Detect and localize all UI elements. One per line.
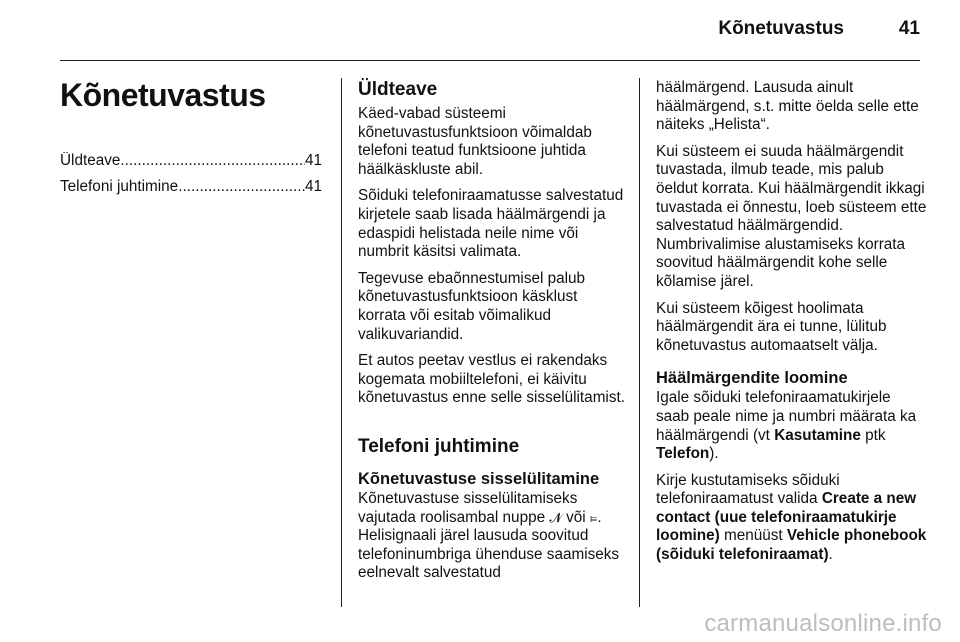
paragraph xyxy=(358,490,626,583)
subheading-create-tags: Häälmärgendite loomine xyxy=(656,369,848,388)
section-heading-overview: Üldteave xyxy=(358,79,438,100)
header-title: Kõnetuvastus xyxy=(718,18,844,39)
text-run: menüüst xyxy=(724,527,783,545)
text-run: . xyxy=(828,546,833,564)
text-run: või xyxy=(566,508,586,526)
paragraph xyxy=(656,472,928,565)
text-run: ptk xyxy=(865,426,886,444)
toc-label: Üldteave xyxy=(60,152,121,169)
text-run: Igale sõiduki telefoniraamatukirjele saab peale nime ja numbri määrata ka häälmärgendi (vt xyxy=(656,389,917,444)
watermark: carmanualsonline.info xyxy=(704,610,942,637)
paragraph: Käed-vabad süsteemi kõnetuvastusfunktsioon võimaldab telefoni teatud funktsioone juhtida häälkäskluste abil. xyxy=(358,105,592,178)
toc-entry[interactable] xyxy=(60,178,322,197)
text-run: Kõnetuvastuse sisselülitamiseks vajutada roolisambal nuppe xyxy=(358,489,578,526)
toc-leader xyxy=(120,152,305,171)
reference-link[interactable]: Kasutamine xyxy=(774,426,861,444)
toc-entry[interactable] xyxy=(60,152,322,171)
toc-page: 41 xyxy=(304,177,322,195)
menu-ref: Vehicle phonebook (sõiduki telefoniraamat) xyxy=(656,527,927,564)
table-of-contents xyxy=(60,152,322,196)
toc-page: 41 xyxy=(304,152,322,169)
column-middle xyxy=(358,79,626,591)
section-heading-phone: Telefoni juhtimine xyxy=(358,435,520,457)
paragraph: häälmärgend. Lausuda ainult häälmärgend, s.t. mitte öelda selle ette näiteks „Helista“. xyxy=(656,79,919,134)
toc-leader xyxy=(178,178,305,197)
voice-button-icon: 𝓝 xyxy=(549,509,562,525)
page-header xyxy=(0,0,960,60)
paragraph: Sõiduki telefoniraamatusse salvestatud kirjetele saab lisada häälmärgendi ja edaspidi helistada neile nime või numbrit käsitsi valimata. xyxy=(358,187,624,261)
chapter-title: Kõnetuvastus xyxy=(60,77,266,113)
paragraph xyxy=(656,389,928,463)
page-number: 41 xyxy=(898,18,920,39)
text-run: Kirje kustutamiseks sõiduki telefoniraamatust valida xyxy=(656,471,840,508)
paragraph: Et autos peetav vestlus ei rakendaks kogemata mobiiltelefoni, ei käivitu kõnetuvastus enne selle sisselülitamist. xyxy=(358,352,625,407)
header-rule xyxy=(60,60,920,61)
menu-item-ref: Create a new contact (uue telefoniraamatukirje loomine) xyxy=(656,490,917,545)
text-run: . Helisignaali järel lausuda soovitud telefoninumbriga ühenduse saamiseks eelnevalt salvestatud xyxy=(358,508,620,582)
voice-button-alt-icon: ⫢ xyxy=(589,509,598,525)
text-run: ). xyxy=(709,445,719,463)
paragraph: Kui süsteem kõigest hoolimata häälmärgendit ära ei tunne, lülitub kõnetuvastus automaatselt välja. xyxy=(656,299,887,354)
toc-label: Telefoni juhtimine xyxy=(60,177,179,195)
paragraph: Tegevuse ebaõnnestumisel palub kõnetuvastusfunktsioon käsklust korrata või esitab võimalikud valikuvariandid. xyxy=(358,269,586,343)
column-right xyxy=(656,79,928,573)
paragraph: Kui süsteem ei suuda häälmärgendit tuvastada, ilmub teade, mis palub öeldut korrata. Kui häälmärgendit ikkagi tuvastada ei õnnestu, loeb süsteem ette salvestatud häälmärgendid. Numbrivalimise alustamiseks korrata soovitud häälmärgendit kohe selle kõlamise järel. xyxy=(656,142,927,290)
column-divider xyxy=(639,78,640,607)
column-divider xyxy=(341,78,342,607)
subheading-activate: Kõnetuvastuse sisselülitamine xyxy=(358,469,600,488)
reference-link[interactable]: Telefon xyxy=(656,445,710,463)
